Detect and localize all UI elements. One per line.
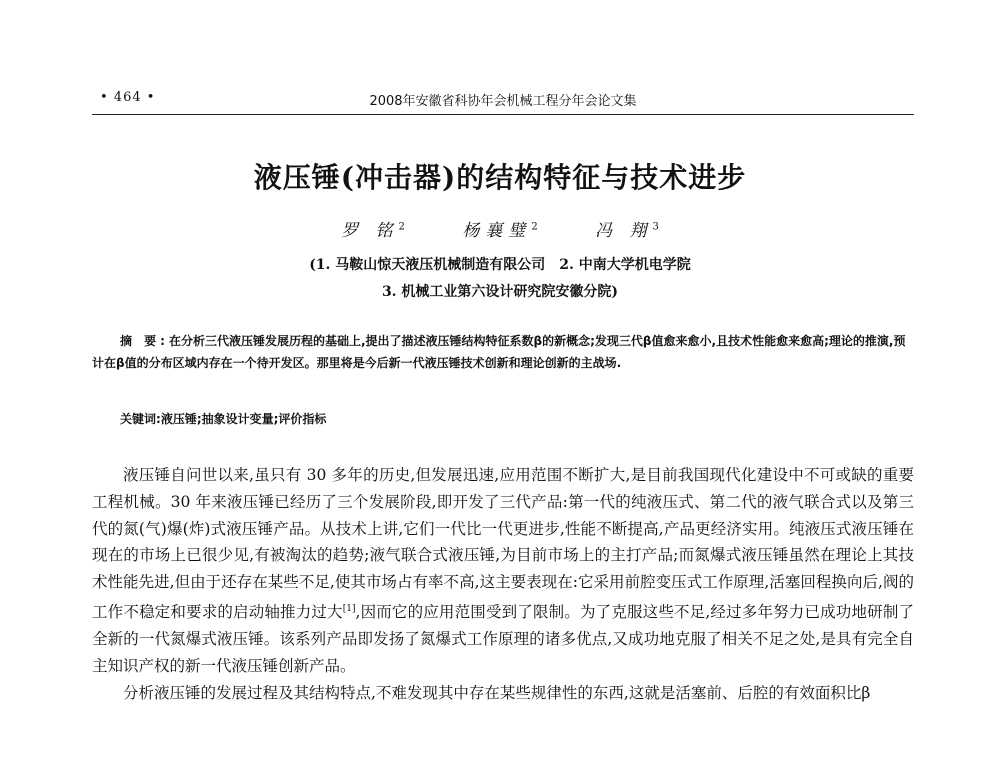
- page-number: • 464 •: [100, 90, 156, 105]
- keywords-text: 液压锤;抽象设计变量;评价指标: [160, 412, 327, 426]
- running-title: 2008年安徽省科协年会机械工程分年会论文集: [369, 94, 637, 109]
- affiliation-mark: 2: [531, 221, 538, 233]
- author-name: 杨襄璧: [462, 221, 532, 241]
- affiliation-mark: 3: [652, 221, 659, 233]
- paragraph-text: 液压锤自问世以来,虽只有 30 多年的历史,但发展迅速,应用范围不断扩大,是目前我国现代化建设中不可或缺的重要工程机械。30 年来液压锤已经历了三个发展阶段,即开发了三代产品:第一代的纯液压式、第二代的液气联合式以及第三代的氮(气)爆(炸)式液压锤产品。从技术上讲,它们一代比一代更进步,性能不断提高,产品更经济实用。纯液压式液压锤在现在的市场上已很少见,有被淘汰的趋势;液气联合式液压锤,为目前市场上的主打产品;而氮爆式液压锤虽然在理论上其技术性能先进,但由于还存在某些不足,使其市场占有率不高,这主要表现在:它采用前腔变压式工作原理,活塞回程换向后,阀的工作不稳定和要求的启动轴推力过大: [92, 466, 914, 622]
- author: [462, 216, 537, 241]
- body-text: [92, 462, 914, 706]
- affiliation-line: 3. 机械工业第六设计研究院安徽分院): [381, 284, 619, 300]
- abstract-text: 在分析三代液压锤发展历程的基础上,提出了描述液压锤结构特征系数β的新概念;发现三代β值愈来愈小,且技术性能愈来愈高;理论的推演,预计在β值的分布区域内存在一个待开发区。那里将是今后新一代液压锤技术创新和理论创新的主战场.: [92, 334, 906, 370]
- paper-title: 液压锤(冲击器)的结构特征与技术进步: [253, 161, 747, 194]
- author-list: [0, 216, 1000, 241]
- keywords-label: 关键词:: [120, 412, 161, 426]
- citation-ref[interactable]: [1]: [342, 603, 356, 614]
- keywords: [120, 410, 326, 427]
- author: [341, 216, 405, 241]
- abstract: [92, 330, 914, 374]
- page-header: [92, 84, 914, 115]
- author-name: 冯 翔: [595, 221, 653, 241]
- abstract-label: 摘 要:: [120, 334, 169, 348]
- author: [595, 216, 659, 241]
- affiliation-mark: 2: [398, 221, 405, 233]
- paragraph: [92, 462, 914, 680]
- affiliation-line: (1. 马鞍山惊天液压机械制造有限公司 2. 中南大学机电学院: [309, 257, 691, 273]
- paragraph-text: 分析液压锤的发展过程及其结构特点,不难发现其中存在某些规律性的东西,这就是活塞前、后腔的有效面积比β: [123, 683, 871, 702]
- paragraph-text: ,因而它的应用范围受到了限制。为了克服这些不足,经过多年努力已成功地研制了全新的一代氮爆式液压锤。该系列产品即发扬了氮爆式工作原理的诸多优点,又成功地克服了相关不足之处,是具有完全自主知识产权的新一代液压锤创新产品。: [92, 603, 914, 675]
- paragraph: [92, 680, 914, 707]
- author-name: 罗 铭: [341, 221, 399, 241]
